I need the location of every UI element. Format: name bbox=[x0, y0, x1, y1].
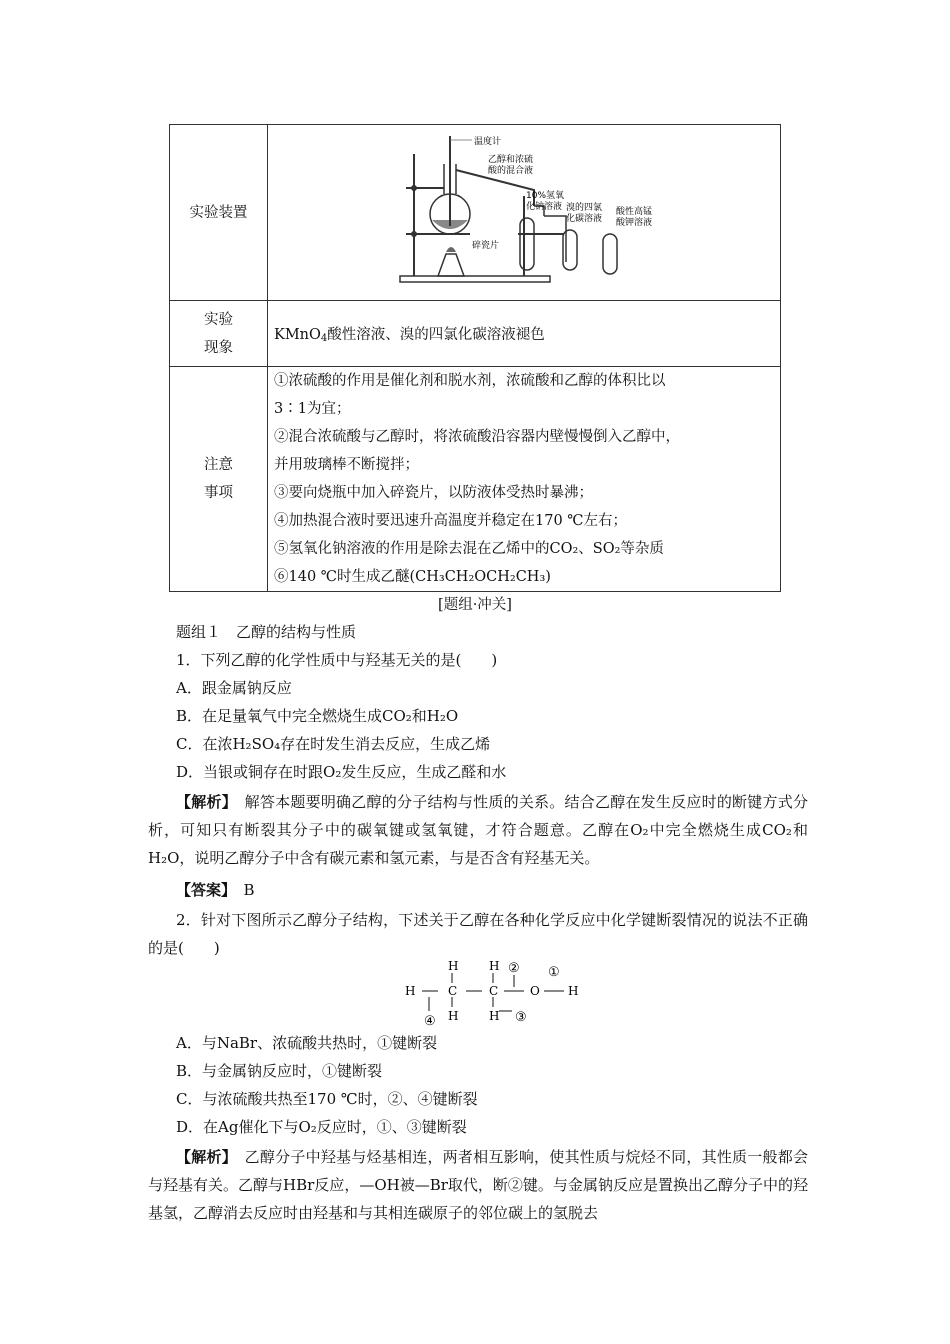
ethanol-structure bbox=[400, 955, 590, 1027]
label-mixture-1: 乙醇和浓硫 bbox=[488, 154, 534, 165]
option-c: C．与浓硫酸共热至170 ℃时，②、④键断裂 bbox=[176, 1090, 478, 1108]
note-line: 3∶1为宜； bbox=[274, 401, 351, 417]
group-title: 题组１ 乙醇的结构与性质 bbox=[176, 623, 357, 641]
label-bromine-1: 溴的四氯 bbox=[566, 202, 603, 213]
section-caption: [题组·冲关] bbox=[438, 597, 512, 613]
label-kmno4-2: 酸钾溶液 bbox=[616, 217, 653, 228]
note-line: ②混合浓硫酸与乙醇时，将浓硫酸沿容器内壁慢慢倒入乙醇中， bbox=[274, 429, 680, 445]
question-stem: 2．针对下图所示乙醇分子结构，下述关于乙醇在各种化学反应中化学键断裂情况的说法不正确的是( ) bbox=[148, 911, 808, 957]
question-block-1 bbox=[148, 618, 808, 962]
row-label-apparatus: 实验装置 bbox=[170, 125, 268, 301]
bond-label-2: ② bbox=[508, 961, 520, 976]
stand-base bbox=[400, 276, 550, 282]
row-label-notes: 注意 事项 bbox=[170, 367, 268, 592]
option-c: C．在浓H₂SO₄存在时发生消去反应，生成乙烯 bbox=[176, 735, 491, 753]
tube-naoh bbox=[520, 218, 534, 270]
option-a: A．跟金属钠反应 bbox=[176, 679, 292, 697]
experiment-table bbox=[169, 124, 781, 592]
table-row bbox=[170, 125, 781, 301]
svg-text:H: H bbox=[405, 984, 416, 998]
option-a: A．与NaBr、浓硫酸共热时，①键断裂 bbox=[176, 1034, 438, 1052]
phenomenon-cell: KMnO$_4$酸性溶液、溴的四氯化碳溶液褪色 bbox=[268, 301, 781, 367]
option-d: D．当银或铜存在时跟O₂发生反应，生成乙醛和水 bbox=[176, 763, 507, 781]
analysis: 【解析】 解答本题要明确乙醇的分子结构与性质的关系。结合乙醇在发生反应时的断键方式分析，可知只有断裂其分子中的碳氧键或氢氧键，才符合题意。乙醇在O₂中完全燃烧生成CO₂和H₂O，说明乙醇分子中含有碳元素和氢元素，与是否含有羟基无关。 bbox=[148, 793, 808, 867]
bond-label-1: ① bbox=[548, 965, 560, 980]
svg-text:H: H bbox=[448, 959, 459, 973]
table-row bbox=[170, 301, 781, 367]
question-stem: 1．下列乙醇的化学性质中与羟基无关的是( ) bbox=[176, 651, 498, 669]
apparatus-cell bbox=[268, 125, 781, 301]
notes-cell bbox=[268, 367, 781, 592]
svg-text:C: C bbox=[448, 984, 458, 998]
label-kmno4-1: 酸性高锰 bbox=[616, 206, 653, 217]
svg-text:H: H bbox=[448, 1009, 459, 1023]
svg-text:H: H bbox=[489, 959, 500, 973]
tube-bromine bbox=[563, 230, 577, 270]
note-line: ④加热混合液时要迅速升高温度并稳定在170 ℃左右； bbox=[274, 513, 628, 529]
label-bromine-2: 化碳溶液 bbox=[566, 213, 603, 224]
note-line: 并用玻璃棒不断搅拌； bbox=[274, 457, 419, 473]
label-naoh-2: 化钠溶液 bbox=[526, 201, 563, 212]
svg-text:H: H bbox=[568, 984, 579, 998]
tube-kmno4 bbox=[603, 234, 617, 274]
note-line: ①浓硫酸的作用是催化剂和脱水剂，浓硫酸和乙醇的体积比以 bbox=[274, 373, 666, 389]
row-label-phenomenon: 实验 现象 bbox=[170, 301, 268, 367]
table-row bbox=[170, 367, 781, 592]
alcohol-lamp bbox=[438, 254, 464, 276]
note-line: ⑤氢氧化钠溶液的作用是除去混在乙烯中的CO₂、SO₂等杂质 bbox=[274, 541, 664, 557]
option-b: B．与金属钠反应时，①键断裂 bbox=[176, 1062, 383, 1080]
note-line: ③要向烧瓶中加入碎瓷片，以防液体受热时暴沸； bbox=[274, 485, 593, 501]
note-line: ⑥140 ℃时生成乙醚(CH₃CH₂OCH₂CH₃) bbox=[274, 569, 551, 585]
label-naoh-1: 10%氢氧 bbox=[526, 190, 565, 201]
label-thermometer: 温度计 bbox=[474, 136, 502, 147]
option-b: B．在足量氧气中完全燃烧生成CO₂和H₂O bbox=[176, 707, 459, 725]
label-chips: 碎瓷片 bbox=[472, 240, 500, 251]
apparatus-diagram bbox=[274, 126, 774, 300]
svg-text:O: O bbox=[530, 984, 540, 998]
svg-text:C: C bbox=[489, 984, 499, 998]
bond-label-4: ④ bbox=[424, 1014, 436, 1027]
bond-label-3: ③ bbox=[515, 1010, 527, 1025]
label-mixture-2: 酸的混合液 bbox=[488, 165, 534, 176]
svg-text:H: H bbox=[489, 1009, 500, 1023]
option-d: D．在Ag催化下与O₂反应时，①、③键断裂 bbox=[176, 1118, 467, 1136]
question-block-2 bbox=[148, 1029, 808, 1227]
analysis: 【解析】 乙醇分子中羟基与烃基相连，两者相互影响，使其性质与烷烃不同，其性质一般都会与羟基有关。乙醇与HBr反应，—OH被—Br取代，断②键。与金属钠反应是置换出乙醇分子中的羟基氢，乙醇消去反应时由羟基和与其相连碳原子的邻位碳上的氢脱去 bbox=[148, 1148, 808, 1222]
answer: 【答案】 B bbox=[176, 881, 255, 899]
